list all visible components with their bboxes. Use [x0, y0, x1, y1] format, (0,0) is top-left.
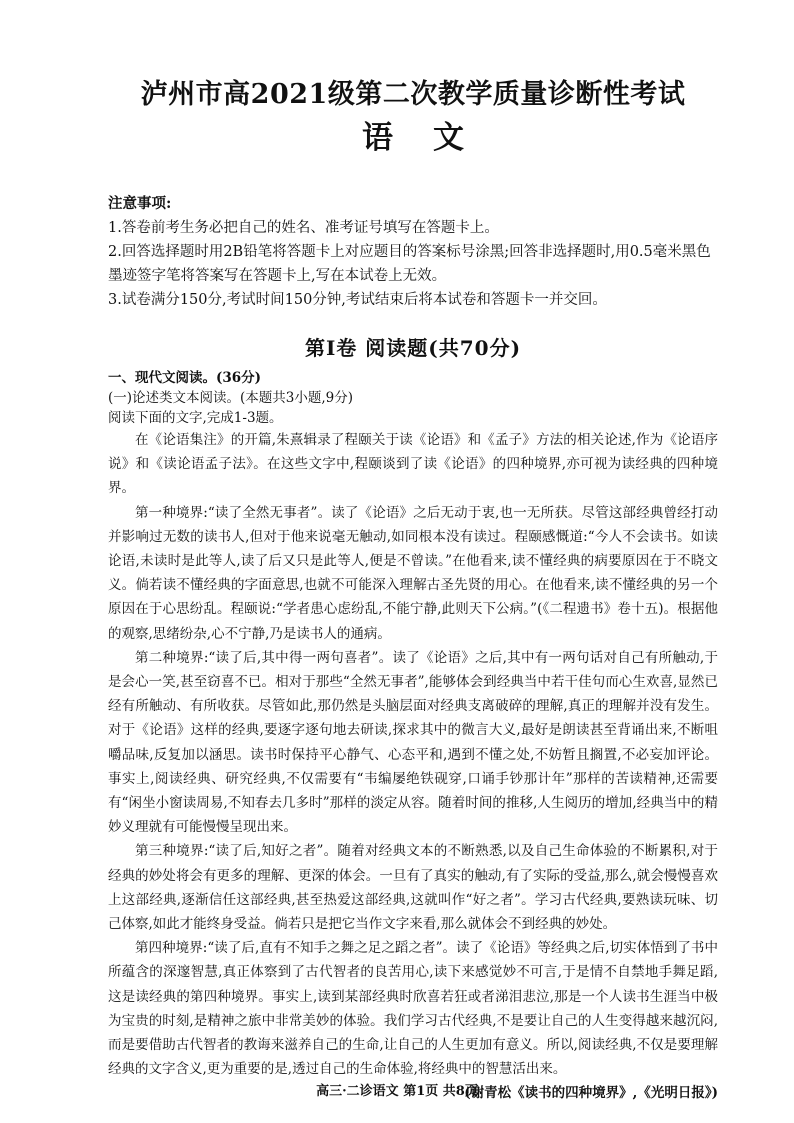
passage-paragraph-1: 在《论语集注》的开篇,朱熹辑录了程颐关于读《论语》和《孟子》方法的相关论述,作为《论语序说》和《读论语孟子法》。在这些文字中,程颐谈到了读《论语》的四种境界,亦可视为读经典的四种境界。 — [108, 432, 718, 497]
passage-paragraph-2: 第一种境界:“读了全然无事者”。读了《论语》之后无动于衷,也一无所获。尽管这部经典曾经打动并影响过无数的读书人,但对于他来说毫无触动,如同根本没有读过。程颐感慨道:“今人不会读书。如读论语,未读时是此等人,读了后又只是此等人,便是不曾读。”在他看来,读不懂经典的病要原因在于不晓文义。倘若读不懂经典的字面意思,也就不可能深入理解古圣先贤的用心。在他看来,读不懂经典的另一个原因在于心思纷乱。程颐说:“学者患心虑纷乱,不能宁静,此则天下公病。”(《二程遗书》卷十五)。根据他的观察,思绪纷杂,心不宁静,乃是读书人的通病。 — [108, 504, 718, 642]
passage-source: (谢青松《读书的四种境界》,《光明日报》) — [464, 1085, 718, 1102]
section-title: 第Ⅰ卷 阅读题(共70分) — [304, 336, 522, 360]
passage-paragraph-3: 第二种境界:“读了后,其中得一两句喜者”。读了《论语》之后,其中有一两句话对自己有所触动,于是会心一笑,甚至窃喜不已。相对于那些“全然无事者”,能够体会到经典当中若干佳句而心生欢喜,显然已经有所触动、有所收获。尽管如此,那仍然是头脑层面对经典支离破碎的理解,真正的理解并没有发生。对于《论语》这样的经典,要逐字逐句地去研读,探求其中的微言大义,最好是朗读甚至背诵出来,不断咀嚼品味,反复加以涵思。读书时保持平心静气、心态平和,遇到不懂之处,不妨暂且搁置,不必妄加评论。事实上,阅读经典、研究经典,不仅需要有“韦编屡绝铁砚穿,口诵手钞那计年”那样的苦读精神,还需要有“闲坐小窗读周易,不知春去几多时”那样的淡定从容。随着时间的推移,人生阅历的增加,经典当中的精妙义理就有可能慢慢呈现出来。 — [108, 649, 718, 836]
page-footer: 高三·二诊语文 第1页 共8页 — [316, 1084, 478, 1099]
notice-item-1: 1.答卷前考生务必把自己的姓名、准考证号填写在答题卡上。 — [108, 220, 499, 236]
subpart-heading: (一)论述类文本阅读。(本题共3小题,9分) — [108, 390, 354, 406]
notice-block — [108, 192, 718, 312]
notice-item-2: 2.回答选择题时用2B铅笔将答题卡上对应题目的答案标号涂黑;回答非选择题时,用0.5毫米黑色墨迹签字笔将答案写在答题卡上,写在本试卷上无效。 — [108, 244, 711, 284]
part-heading: 一、现代文阅读。(36分) — [108, 370, 262, 386]
notice-item-3: 3.试卷满分150分,考试时间150分钟,考试结束后将本试卷和答题卡一并交回。 — [108, 292, 607, 308]
passage — [108, 428, 718, 1081]
notice-heading: 注意事项: — [108, 195, 172, 212]
reading-instruction: 阅读下面的文字,完成1-3题。 — [108, 410, 283, 426]
subject-title: 语文 — [362, 120, 504, 156]
exam-title: 泸州市高2021级第二次教学质量诊断性考试 — [140, 79, 686, 110]
passage-paragraph-4: 第三种境界:“读了后,知好之者”。随着对经典文本的不断熟悉,以及自己生命体验的不断累积,对于经典的妙处将会有更多的理解、更深的体会。一旦有了真实的触动,有了实际的受益,那么,就会慢慢喜欢上这部经典,逐渐信任这部经典,甚至热爱这部经典,这就叫作“好之者”。学习古代经典,要熟读玩味、切己体察,如此才能终身受益。倘若只是把它当作文字来看,那么就体会不到经典的妙处。 — [108, 843, 718, 933]
passage-paragraph-5: 第四种境界:“读了后,直有不知手之舞之足之蹈之者”。读了《论语》等经典之后,切实体悟到了书中所蕴含的深邃智慧,真正体察到了古代智者的良苦用心,读下来感觉妙不可言,于是情不自禁地手舞足蹈,这是读经典的第四种境界。事实上,读到某部经典时欣喜若狂或者涕泪悲泣,那是一个人读书生涯当中极为宝贵的时刻,是精神之旅中非常美妙的体验。我们学习古代经典,不是要让自己的人生变得越来越沉闷,而是要借助古代智者的教诲来滋养自己的生命,让自己的人生更加有意义。所以,阅读经典,不仅是要理解经典的文字含义,更为重要的是,透过自己的生命体验,将经典中的智慧活出来。 — [108, 940, 718, 1078]
